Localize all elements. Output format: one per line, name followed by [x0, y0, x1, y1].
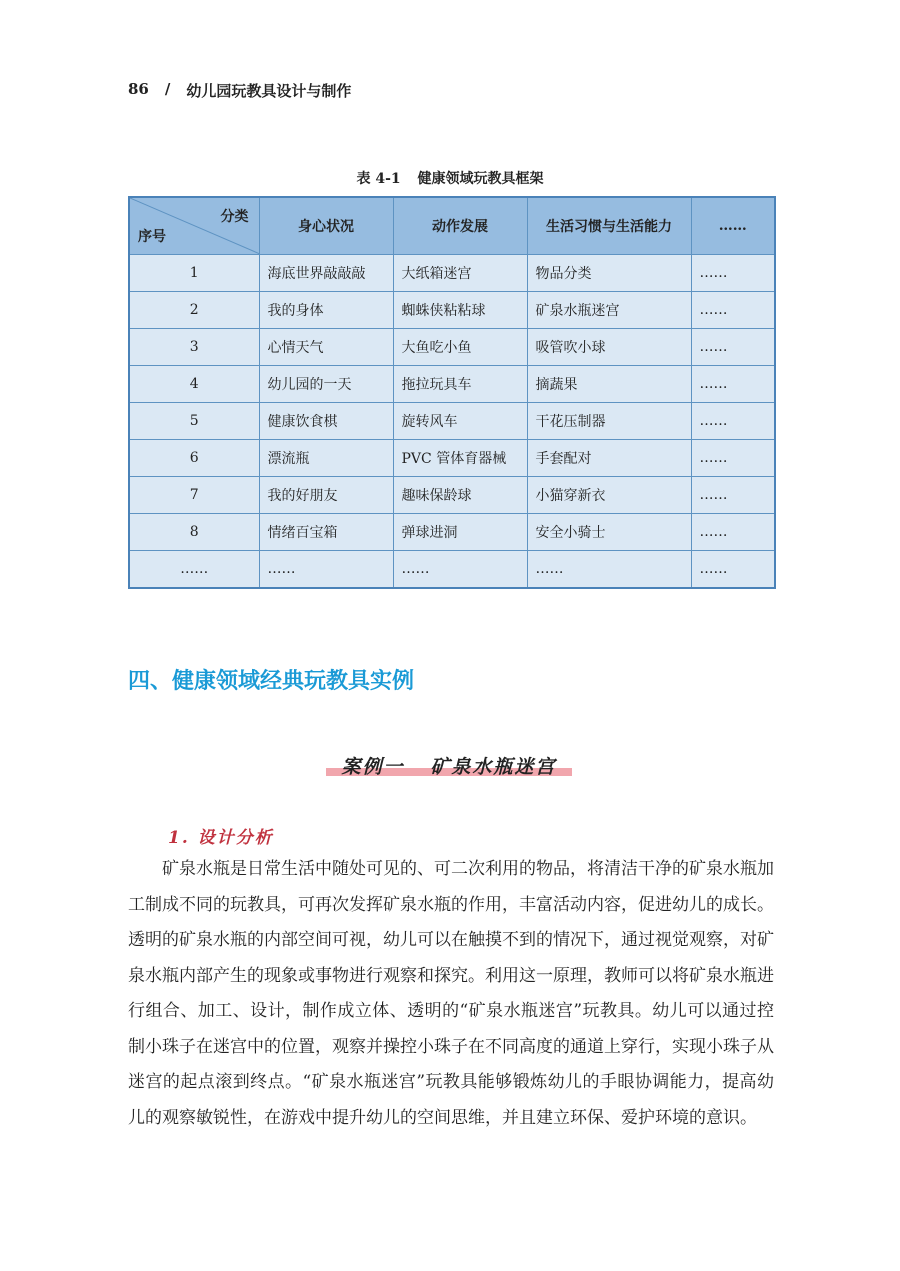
table-cell: 旋转风车 — [393, 403, 527, 440]
table-cell: 7 — [129, 477, 259, 514]
table-row — [129, 403, 775, 440]
table-cell: …… — [527, 551, 691, 589]
table-cell: 健康饮食棋 — [259, 403, 393, 440]
table-cell: 我的好朋友 — [259, 477, 393, 514]
section-heading: 四、健康领域经典玩教具实例 — [128, 669, 415, 694]
table-cell: 8 — [129, 514, 259, 551]
table-cell: …… — [691, 403, 775, 440]
table-cell: 海底世界敲敲敲 — [259, 255, 393, 292]
corner-header-cell — [129, 197, 259, 255]
table-cell: 心情天气 — [259, 329, 393, 366]
table-cell: 我的身体 — [259, 292, 393, 329]
table-cell: 2 — [129, 292, 259, 329]
table-cell: 4 — [129, 366, 259, 403]
body-paragraph: 矿泉水瓶是日常生活中随处可见的、可二次利用的物品，将清洁干净的矿泉水瓶加工制成不同的玩教具，可再次发挥矿泉水瓶的作用，丰富活动内容，促进幼儿的成长。透明的矿泉水瓶的内部空间可视，幼儿可以在触摸不到的情况下，通过视觉观察，对矿泉水瓶内部产生的现象或事物进行观察和探究。利用这一原理，教师可以将矿泉水瓶进行组合、加工、设计，制作成立体、透明的“矿泉水瓶迷宫”玩教具。幼儿可以通过控制小珠子在迷宫中的位置，观察并操控小珠子在不同高度的通道上穿行，实现小珠子从迷宫的起点滚到终点。“矿泉水瓶迷宫”玩教具能够锻炼幼儿的手眼协调能力，提高幼儿的观察敏锐性，在游戏中提升幼儿的空间思维，并且建立环保、爱护环境的意识。 — [128, 859, 774, 1128]
running-head — [128, 80, 351, 101]
table-cell: 6 — [129, 440, 259, 477]
table-cell: 安全小骑士 — [527, 514, 691, 551]
table-cell: 手套配对 — [527, 440, 691, 477]
table-cell: …… — [691, 514, 775, 551]
table-cell: …… — [259, 551, 393, 589]
framework-table — [128, 196, 776, 589]
table-cell: …… — [691, 366, 775, 403]
table-row — [129, 292, 775, 329]
table-row — [129, 440, 775, 477]
table-cell: 摘蔬果 — [527, 366, 691, 403]
book-title: 幼儿园玩教具设计与制作 — [186, 82, 352, 100]
table-row — [129, 514, 775, 551]
corner-label-category: 分类 — [220, 209, 249, 225]
table-caption — [0, 168, 900, 188]
table-caption-title: 健康领域玩教具框架 — [417, 171, 544, 187]
table-cell: 小猫穿新衣 — [527, 477, 691, 514]
table-body — [129, 255, 775, 589]
table-cell: …… — [691, 255, 775, 292]
table-cell: 趣味保龄球 — [393, 477, 527, 514]
case-label: 案例一 — [341, 756, 405, 778]
table-row — [129, 255, 775, 292]
table-row — [129, 551, 775, 589]
table-row — [129, 366, 775, 403]
table-cell: 吸管吹小球 — [527, 329, 691, 366]
corner-label-index: 序号 — [138, 229, 166, 245]
running-head-separator: / — [164, 80, 171, 98]
table-cell: 物品分类 — [527, 255, 691, 292]
table-cell: PVC 管体育器械 — [393, 440, 527, 477]
table-cell: …… — [691, 329, 775, 366]
table-cell: 3 — [129, 329, 259, 366]
table-row — [129, 329, 775, 366]
table-cell: 矿泉水瓶迷宫 — [527, 292, 691, 329]
table-cell: …… — [393, 551, 527, 589]
column-header: …… — [691, 197, 775, 255]
table-cell: 蜘蛛侠粘粘球 — [393, 292, 527, 329]
table-cell: …… — [691, 477, 775, 514]
table-cell: 5 — [129, 403, 259, 440]
table-row — [129, 477, 775, 514]
table-cell: …… — [129, 551, 259, 589]
case-title — [326, 752, 572, 779]
table-cell: 1 — [129, 255, 259, 292]
table-cell: 大鱼吃小鱼 — [393, 329, 527, 366]
case-name: 矿泉水瓶迷宫 — [430, 756, 557, 778]
column-header: 生活习惯与生活能力 — [527, 197, 691, 255]
table-cell: 情绪百宝箱 — [259, 514, 393, 551]
column-header: 动作发展 — [393, 197, 527, 255]
page-number: 86 — [128, 80, 149, 98]
column-header: 身心状况 — [259, 197, 393, 255]
table-cell: …… — [691, 551, 775, 589]
sub-heading: 1. 设计分析 — [168, 828, 274, 848]
table-cell: 幼儿园的一天 — [259, 366, 393, 403]
table-cell: 漂流瓶 — [259, 440, 393, 477]
table-cell: …… — [691, 292, 775, 329]
table-caption-number: 表 4-1 — [356, 171, 401, 187]
table-cell: 大纸箱迷宫 — [393, 255, 527, 292]
table-cell: …… — [691, 440, 775, 477]
table-header-row — [129, 197, 775, 255]
table-cell: 弹球进洞 — [393, 514, 527, 551]
table-cell: 干花压制器 — [527, 403, 691, 440]
table-cell: 拖拉玩具车 — [393, 366, 527, 403]
